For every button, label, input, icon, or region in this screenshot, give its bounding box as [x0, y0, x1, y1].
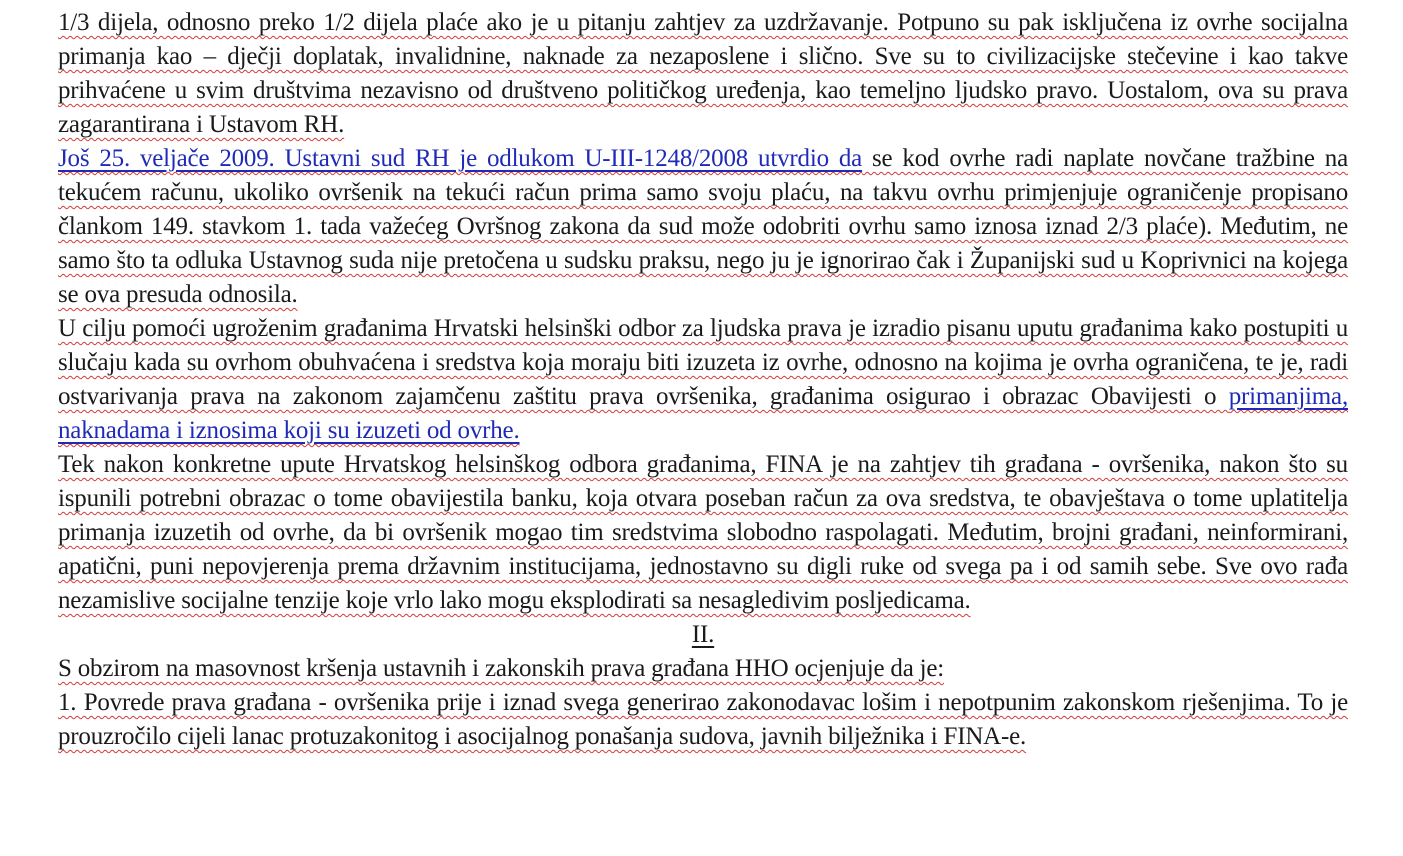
- paragraph-6: 1. Povrede prava građana - ovršenika prije i iznad svega generirao zakonodavac lošim i nepotpunim zakonskom rješenjima. To je prouzročilo cijeli lanac protuzakonitog i asocijalnog ponašanja sudova, javnih bilježnika i FINA-e.: [58, 689, 1348, 750]
- paragraph-4: Tek nakon konkretne upute Hrvatskog helsinškog odbora građanima, FINA je na zahtjev tih građana - ovršenika, nakon što su ispunili potrebni obrazac o tome obavijestila banku, koja otvara poseban račun za ova sredstva, te obavještava o tome uplatitelja primanja izuzetih od ovrhe, da bi ovršenik mogao tim sredstvima slobodno raspolagati. Međutim, brojni građani, neinformirani, apatični, puni nepovjerenja prema državnim institucijama, jednostavno su digli ruke od svega pa i od samih sebe. Sve ovo rađa nezamislive socijalne tenzije koje vrlo lako mogu eksplodirati sa nesagledivim posljedicama.: [58, 451, 1348, 614]
- paragraph-2: [58, 142, 1348, 312]
- exempt-income-link[interactable]: primanjima, naknadama i iznosima koji su izuzeti od ovrhe.: [58, 383, 1348, 444]
- paragraph-2-text: se kod ovrhe radi naplate novčane tražbine na tekućem računu, ukoliko ovršenik na tekući račun prima samo svoju plaću, na takvu ovrhu primjenjuje ograničenje propisano člankom 149. stavkom 1. tada važećeg Ovršnog zakona da sud može odobriti ovrhu samo iznosa iznad 2/3 plaće). Međutim, ne samo što ta odluka Ustavnog suda nije pretočena u sudsku praksu, nego ju je ignorirao čak i Županijski sud u Koprivnici na kojega se ova presuda odnosila.: [58, 145, 1348, 308]
- paragraph-3: [58, 312, 1348, 448]
- paragraph-5: S obzirom na masovnost kršenja ustavnih i zakonskih prava građana HHO ocjenjuje da je:: [58, 655, 945, 682]
- paragraph-1: 1/3 dijela, odnosno preko 1/2 dijela plaće ako je u pitanju zahtjev za uzdržavanje. Potpuno su pak isključena iz ovrhe socijalna primanja kao – dječji doplatak, invalidnine, naknade za nezaposlene i slično. Sve su to civilizacijske stečevine i kao takve prihvaćene u svim društvima nezavisno od društveno političkog uređenja, kao temeljno ljudsko pravo. Uostalom, ova su prava zagarantirana i Ustavom RH.: [58, 9, 1348, 138]
- section-heading: II.: [691, 621, 715, 648]
- constitutional-court-link[interactable]: Još 25. veljače 2009. Ustavni sud RH je odlukom U-III-1248/2008 utvrdio da: [58, 145, 863, 172]
- document-page: [58, 6, 1348, 754]
- paragraph-3-text: U cilju pomoći ugroženim građanima Hrvatski helsinški odbor za ljudska prava je izradio pisanu uputu građanima kako postupiti u slučaju kada su ovrhom obuhvaćena i sredstva koja moraju biti izuzeta iz ovrhe, odnosno na kojima je ovrha ograničena, te je, radi ostvarivanja prava na zakonom zajamčenu zaštitu prava ovršenika, građanima osigurao i obrazac Obavijesti o: [58, 315, 1348, 410]
